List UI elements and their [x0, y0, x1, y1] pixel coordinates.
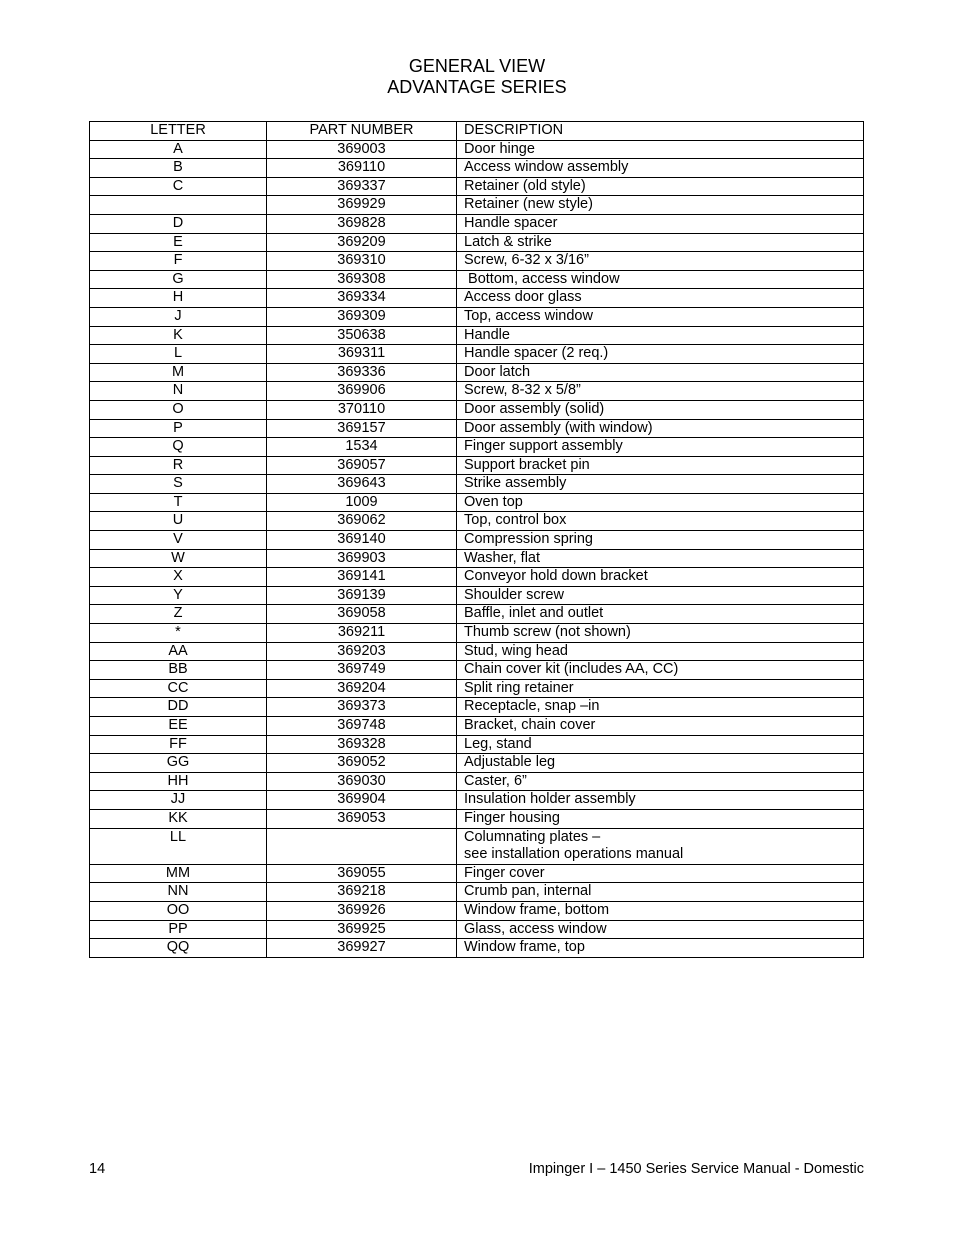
- description-line: Bracket, chain cover: [464, 717, 596, 733]
- table-row: [90, 883, 864, 902]
- description-line: Handle spacer: [464, 214, 558, 231]
- cell-part-number: 369141: [267, 568, 457, 587]
- cell-part-number: 369310: [267, 252, 457, 271]
- cell-part-number: 369749: [267, 661, 457, 680]
- table-row: [90, 920, 864, 939]
- cell-letter: JJ: [90, 791, 267, 810]
- cell-part-number: 369748: [267, 717, 457, 736]
- cell-description: [457, 419, 864, 438]
- cell-description: [457, 901, 864, 920]
- page-number: 14: [89, 1161, 106, 1177]
- cell-description: [457, 270, 864, 289]
- cell-description: [457, 735, 864, 754]
- description-line: Adjustable leg: [464, 754, 556, 771]
- cell-letter: MM: [90, 864, 267, 883]
- cell-description: [457, 233, 864, 252]
- column-header-description: DESCRIPTION: [457, 122, 864, 141]
- table-row: [90, 679, 864, 698]
- parts-table-header: [90, 122, 864, 141]
- cell-part-number: 370110: [267, 400, 457, 419]
- cell-part-number: 369906: [267, 382, 457, 401]
- cell-description: [457, 624, 864, 643]
- cell-letter: Z: [90, 605, 267, 624]
- page-title: [0, 56, 954, 98]
- description-line: Crumb pan, internal: [464, 883, 592, 900]
- table-row: [90, 326, 864, 345]
- description-line: Door assembly (with window): [464, 419, 653, 436]
- cell-letter: J: [90, 307, 267, 326]
- table-row: [90, 307, 864, 326]
- table-row: [90, 939, 864, 958]
- description-line: Receptacle, snap –in: [464, 698, 600, 715]
- cell-letter: O: [90, 400, 267, 419]
- description-line: Door latch: [464, 363, 531, 380]
- cell-letter: K: [90, 326, 267, 345]
- description-line: see installation operations manual: [464, 846, 684, 863]
- table-row: [90, 475, 864, 494]
- header-row: [90, 122, 864, 141]
- cell-part-number: 350638: [267, 326, 457, 345]
- cell-letter: PP: [90, 920, 267, 939]
- cell-letter: D: [90, 214, 267, 233]
- description-line: Screw, 8-32 x 5/8”: [464, 382, 581, 399]
- description-line: Window frame, top: [464, 939, 585, 956]
- parts-table: [89, 121, 864, 958]
- column-header-part-number: PART NUMBER: [267, 122, 457, 141]
- cell-description: [457, 214, 864, 233]
- table-row: [90, 345, 864, 364]
- cell-part-number: 369204: [267, 679, 457, 698]
- table-row: [90, 419, 864, 438]
- table-row: [90, 661, 864, 680]
- cell-part-number: 369211: [267, 624, 457, 643]
- cell-description: [457, 493, 864, 512]
- parts-table-body: [90, 140, 864, 957]
- cell-description: [457, 531, 864, 550]
- description-line: Caster, 6”: [464, 772, 527, 789]
- table-row: [90, 624, 864, 643]
- table-row: [90, 252, 864, 271]
- cell-letter: R: [90, 456, 267, 475]
- table-row: [90, 549, 864, 568]
- cell-letter: QQ: [90, 939, 267, 958]
- cell-letter: H: [90, 289, 267, 308]
- cell-description: [457, 679, 864, 698]
- cell-letter: Q: [90, 438, 267, 457]
- description-line: Retainer (new style): [464, 196, 593, 213]
- cell-letter: HH: [90, 772, 267, 791]
- cell-letter: W: [90, 549, 267, 568]
- cell-part-number: 369643: [267, 475, 457, 494]
- description-line: Window frame, bottom: [464, 901, 610, 918]
- cell-part-number: 1534: [267, 438, 457, 457]
- description-line: Baffle, inlet and outlet: [464, 605, 604, 622]
- cell-description: [457, 159, 864, 178]
- cell-letter: V: [90, 531, 267, 550]
- description-line: Finger housing: [464, 809, 560, 826]
- cell-letter: BB: [90, 661, 267, 680]
- cell-description: [457, 475, 864, 494]
- table-row: [90, 568, 864, 587]
- cell-description: [457, 140, 864, 159]
- cell-description: [457, 642, 864, 661]
- table-row: [90, 828, 864, 864]
- cell-description: [457, 549, 864, 568]
- cell-part-number: 369336: [267, 363, 457, 382]
- cell-letter: LL: [90, 828, 267, 864]
- table-row: [90, 289, 864, 308]
- table-row: [90, 864, 864, 883]
- cell-part-number: 369209: [267, 233, 457, 252]
- cell-description: [457, 400, 864, 419]
- cell-letter: P: [90, 419, 267, 438]
- cell-letter: T: [90, 493, 267, 512]
- cell-part-number: 369904: [267, 791, 457, 810]
- description-line: Insulation holder assembly: [464, 791, 636, 808]
- table-row: [90, 772, 864, 791]
- title-line-1: GENERAL VIEW: [408, 56, 546, 76]
- table-row: [90, 586, 864, 605]
- table-row: [90, 456, 864, 475]
- cell-part-number: 369140: [267, 531, 457, 550]
- table-row: [90, 901, 864, 920]
- table-row: [90, 270, 864, 289]
- cell-letter: GG: [90, 754, 267, 773]
- cell-description: [457, 382, 864, 401]
- cell-description: [457, 177, 864, 196]
- cell-description: [457, 307, 864, 326]
- cell-letter: OO: [90, 901, 267, 920]
- cell-part-number: 369308: [267, 270, 457, 289]
- description-line: Door hinge: [464, 140, 535, 157]
- cell-description: [457, 772, 864, 791]
- cell-description: [457, 754, 864, 773]
- cell-letter: CC: [90, 679, 267, 698]
- description-line: Columnating plates –: [464, 828, 601, 845]
- manual-title: Impinger I – 1450 Series Service Manual - Domestic: [528, 1161, 864, 1177]
- cell-description: [457, 252, 864, 271]
- description-line: Screw, 6-32 x 3/16”: [464, 252, 589, 269]
- cell-part-number: 369337: [267, 177, 457, 196]
- cell-part-number: 369052: [267, 754, 457, 773]
- table-row: [90, 159, 864, 178]
- description-line: Handle: [464, 326, 510, 343]
- cell-letter: *: [90, 624, 267, 643]
- cell-description: [457, 791, 864, 810]
- description-line: Finger support assembly: [464, 438, 623, 455]
- cell-letter: E: [90, 233, 267, 252]
- cell-part-number: 369058: [267, 605, 457, 624]
- cell-description: [457, 363, 864, 382]
- cell-part-number: 369057: [267, 456, 457, 475]
- description-line: Chain cover kit (includes AA, CC): [464, 661, 679, 678]
- cell-description: [457, 605, 864, 624]
- table-row: [90, 382, 864, 401]
- cell-part-number: 369927: [267, 939, 457, 958]
- cell-part-number: 369030: [267, 772, 457, 791]
- cell-letter: AA: [90, 642, 267, 661]
- cell-part-number: 369926: [267, 901, 457, 920]
- cell-part-number: 369003: [267, 140, 457, 159]
- cell-description: [457, 438, 864, 457]
- cell-letter: [90, 196, 267, 215]
- cell-part-number: 369328: [267, 735, 457, 754]
- cell-description: [457, 568, 864, 587]
- cell-part-number: 369334: [267, 289, 457, 308]
- table-row: [90, 605, 864, 624]
- table-row: [90, 177, 864, 196]
- table-row: [90, 698, 864, 717]
- cell-letter: EE: [90, 717, 267, 736]
- cell-description: [457, 864, 864, 883]
- cell-part-number: 369311: [267, 345, 457, 364]
- cell-description: [457, 698, 864, 717]
- cell-part-number: 369925: [267, 920, 457, 939]
- cell-letter: FF: [90, 735, 267, 754]
- column-header-letter: LETTER: [90, 122, 267, 141]
- cell-description: [457, 939, 864, 958]
- cell-letter: B: [90, 159, 267, 178]
- description-line: Thumb screw (not shown): [464, 624, 631, 641]
- cell-part-number: 369157: [267, 419, 457, 438]
- table-row: [90, 196, 864, 215]
- cell-letter: NN: [90, 883, 267, 902]
- cell-part-number: 369062: [267, 512, 457, 531]
- description-line: Oven top: [464, 493, 523, 510]
- cell-description: [457, 456, 864, 475]
- cell-letter: S: [90, 475, 267, 494]
- table-row: [90, 140, 864, 159]
- table-row: [90, 512, 864, 531]
- description-line: Washer, flat: [464, 549, 541, 566]
- description-line: Bottom, access window: [464, 270, 620, 287]
- cell-description: [457, 196, 864, 215]
- title-line-2: ADVANTAGE SERIES: [387, 77, 567, 97]
- cell-letter: M: [90, 363, 267, 382]
- cell-description: [457, 661, 864, 680]
- cell-description: [457, 809, 864, 828]
- cell-part-number: 369903: [267, 549, 457, 568]
- cell-part-number: 369139: [267, 586, 457, 605]
- table-row: [90, 754, 864, 773]
- cell-letter: A: [90, 140, 267, 159]
- description-line: Top, access window: [464, 307, 593, 324]
- description-line: Split ring retainer: [464, 679, 574, 696]
- cell-part-number: 369929: [267, 196, 457, 215]
- description-line: Retainer (old style): [464, 177, 586, 194]
- description-line: Access window assembly: [464, 159, 629, 176]
- description-line: Compression spring: [464, 531, 593, 548]
- table-row: [90, 791, 864, 810]
- description-line: Support bracket pin: [464, 456, 590, 473]
- table-row: [90, 233, 864, 252]
- table-row: [90, 735, 864, 754]
- cell-part-number: 1009: [267, 493, 457, 512]
- table-row: [90, 400, 864, 419]
- cell-part-number: 369373: [267, 698, 457, 717]
- table-row: [90, 531, 864, 550]
- cell-letter: DD: [90, 698, 267, 717]
- cell-description: [457, 883, 864, 902]
- description-line: Shoulder screw: [464, 586, 564, 603]
- description-line: Handle spacer (2 req.): [464, 345, 609, 362]
- cell-part-number: 369053: [267, 809, 457, 828]
- description-line: Leg, stand: [464, 735, 532, 752]
- description-line: Finger cover: [464, 864, 545, 881]
- description-line: Door assembly (solid): [464, 400, 605, 417]
- cell-description: [457, 920, 864, 939]
- cell-letter: N: [90, 382, 267, 401]
- table-row: [90, 493, 864, 512]
- table-row: [90, 214, 864, 233]
- cell-letter: X: [90, 568, 267, 587]
- cell-part-number: 369828: [267, 214, 457, 233]
- table-row: [90, 717, 864, 736]
- description-line: Access door glass: [464, 289, 582, 306]
- cell-description: [457, 345, 864, 364]
- cell-letter: C: [90, 177, 267, 196]
- cell-description: [457, 289, 864, 308]
- cell-description: [457, 586, 864, 605]
- cell-letter: Y: [90, 586, 267, 605]
- cell-letter: G: [90, 270, 267, 289]
- description-line: Conveyor hold down bracket: [464, 568, 648, 585]
- description-line: Top, control box: [464, 512, 567, 529]
- description-line: Latch & strike: [464, 233, 552, 250]
- cell-letter: KK: [90, 809, 267, 828]
- table-row: [90, 642, 864, 661]
- cell-letter: L: [90, 345, 267, 364]
- table-row: [90, 438, 864, 457]
- cell-letter: U: [90, 512, 267, 531]
- cell-description: [457, 326, 864, 345]
- cell-part-number: [267, 828, 457, 864]
- cell-part-number: 369055: [267, 864, 457, 883]
- cell-description: [457, 828, 864, 864]
- description-line: Strike assembly: [464, 475, 567, 492]
- cell-part-number: 369309: [267, 307, 457, 326]
- description-line: Glass, access window: [464, 920, 607, 937]
- table-row: [90, 363, 864, 382]
- cell-part-number: 369203: [267, 642, 457, 661]
- cell-description: [457, 717, 864, 736]
- table-row: [90, 809, 864, 828]
- cell-letter: F: [90, 252, 267, 271]
- cell-description: [457, 512, 864, 531]
- cell-part-number: 369110: [267, 159, 457, 178]
- description-line: Stud, wing head: [464, 642, 568, 659]
- cell-part-number: 369218: [267, 883, 457, 902]
